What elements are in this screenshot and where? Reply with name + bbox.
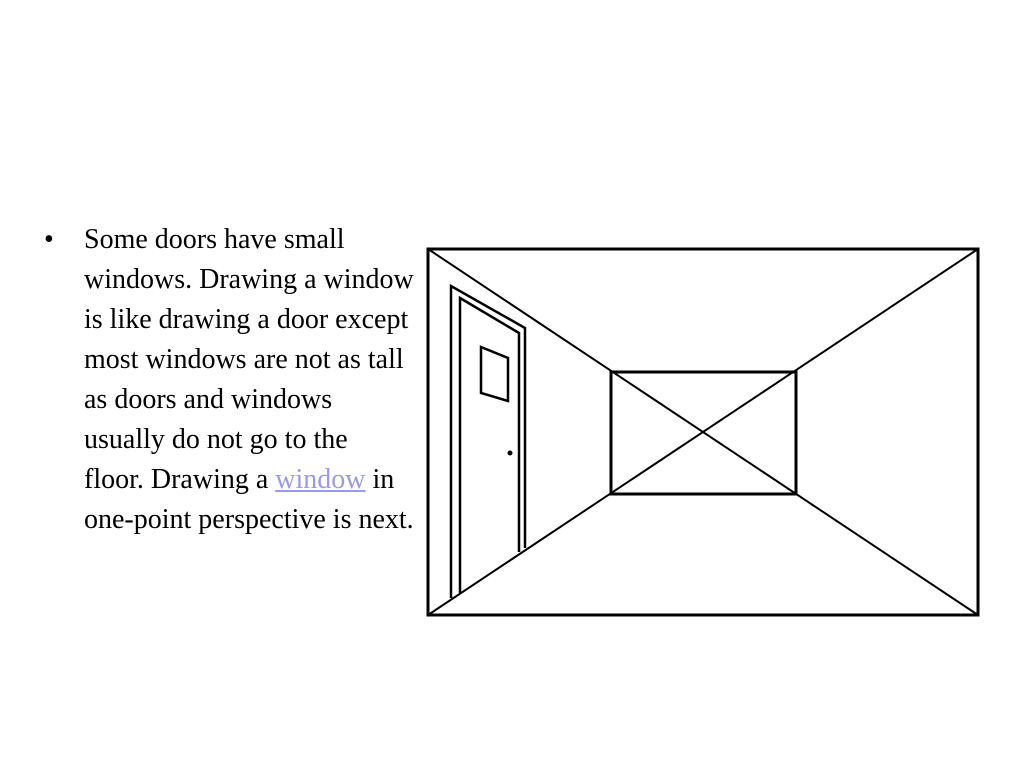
bullet-text-before-link: Some doors have small windows. Drawing a window is like drawing a door except most windows are not as tall as doors and windows usually do not go to the floor. Drawing a [84, 224, 414, 495]
one-point-perspective-illustration [425, 246, 981, 618]
door-knob [508, 451, 513, 456]
door-frame-outer [451, 286, 525, 598]
bullet-item [44, 220, 414, 540]
bullet-text [84, 220, 414, 540]
bullet-text-after-link: in one-point perspective is next. [84, 464, 414, 535]
perspective-drawing [425, 246, 981, 618]
door-frame-inner [460, 298, 519, 593]
bullet-list [44, 220, 414, 540]
door-window [481, 347, 508, 401]
bullet-marker: • [44, 224, 54, 255]
window-link[interactable]: window [275, 464, 366, 495]
